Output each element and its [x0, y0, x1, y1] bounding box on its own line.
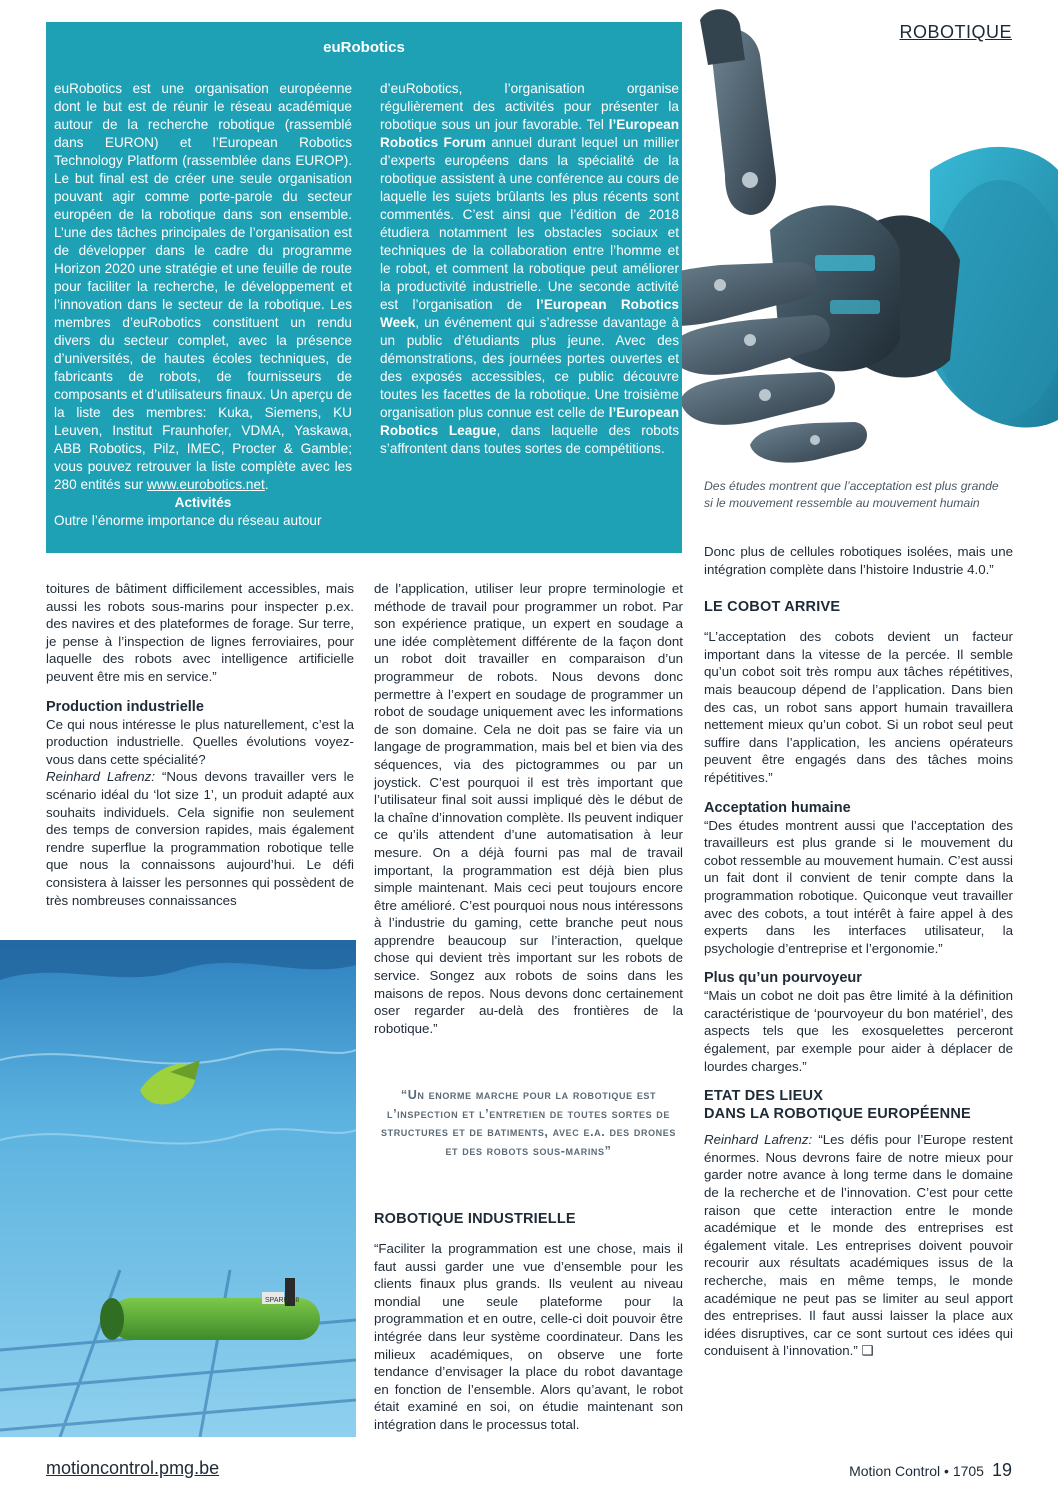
box-left-column: [54, 80, 352, 530]
subheading: Production industrielle: [46, 698, 204, 715]
magazine-issue: Motion Control • 1705: [849, 1463, 984, 1479]
footer-magazine: [849, 1460, 1012, 1481]
body-paragraph: “Faciliter la programmation est une chose, mais il faut aussi garder une vue d’ensemble pour les clients finaux plus grands. Ils veulent au niveau mondial une seule plateforme pour la programmation et en outre, celle-ci doit pouvoir être intégrée dans leur système coordinateur. Dans les milieux académiques, on observe une forte tendance d’envisager la place du robot davantage en fonction de l’ensemble. Alors qu’avant, le robot était examiné en soi, on étudie maintenant son intégration dans le processus total.: [374, 1241, 683, 1432]
pull-quote: “Un enorme marche pour la robotique est l’inspection et l’entretien de toutes sortes de structures et de batiments, avec e.a. des drones et des robots sous-marins”: [381, 1088, 676, 1158]
subheading: Plus qu’un pourvoyeur: [704, 970, 862, 987]
page-number: 19: [991, 1460, 1012, 1480]
box-text: .: [264, 477, 269, 492]
speaker-name: Reinhard Lafrenz:: [46, 769, 155, 785]
box-right-column: [380, 80, 679, 458]
box-paragraph: Outre l’énorme importance du réseau autour: [54, 513, 322, 528]
speaker-name: Reinhard Lafrenz:: [704, 1132, 813, 1148]
column-1: [46, 580, 354, 909]
body-paragraph: “Des études montrent aussi que l’acceptation des travailleurs est plus grande si le mouvement du cobot ressemble au mouvement humain. C’est aussi un fait dont il convient de tenir compte dans la programmation robotique. Quiconque veut travailler avec des cobots, a tout intérêt à faire appel à des experts dans les interfaces utilisateur, la psychologie d’entreprise et l’ergonomie.”: [704, 817, 1013, 956]
column-3: [704, 543, 1013, 1360]
body-text: “Les défis pour l’Europe restent énormes. Nous devrons faire de notre mieux pour garder notre avance à long terme dans le domaine de la recherche et de l’innovation. C’est pour cette raison que cette interaction entre le monde académique et le monde des entreprises est également vitale. Les entreprises doivent pouvoir recourir aux résultats académiques issus de la recherche, mais en même temps, le monde académique ne peut pas se limiter au seul apport des entreprises. Il faut aussi laisser la place aux idées disruptives, car ce sont surtout ces idées qui conduisent à l’innovation.”: [704, 1132, 1013, 1359]
body-paragraph: “L’acceptation des cobots devient un facteur important dans la vitesse de la percée. Il semble qu’un cobot soit très rompu aux tâches répétitives, mais beaucoup dépend de l’application. Dans bien des cas, un robot sans apport humain travaillera nettement mieux qu’un cobot. Si un robot seul peut suffire dans l’application, les anciens opérateurs peuvent être engagés dans des tâches moins répétitives.”: [704, 629, 1013, 785]
body-paragraph: de l’application, utiliser leur propre terminologie et méthode de travail pour programmer un robot. Par son expérience pratique, un expert en soudage a une idée complètement différente de la façon dont un robot doit travailler en comparaison d’un programmeur de robots. Nous devons donc permettre à l’expert en soudage de programmer un robot de soudage uniquement avec les informations de son domaine. Cela ne doit pas se faire via un langage de programmation, mais bel et bien via des séquences, via des pictogrammes ou par un joystick. C’est pourquoi il est très important que l’utilisateur final soit aussi impliqué dès le début de la chaîne d’innovation complète. Ils peuvent indiquer ce qu’ils attendent d’une automatisation à leur mesure. On a déjà fourni pas mal de travail important, la programmation est déjà bien plus simple maintenant. Mais ceci peut toujours encore être amélioré. C’est pourquoi nous nous intéressons à l’industrie du gaming, cette branche peut nous apprendre beaucoup sur l’interaction, quelque chose qui devient très important sur les robots de service. Songez aux robots de soins dans les maisons de repos. Nous devons donc certainement oser regarder au-delà des frontières de la robotique.”: [374, 581, 683, 1036]
box-paragraph: [380, 80, 679, 458]
section-title: ETAT DES LIEUX: [704, 1088, 824, 1105]
section-title: LE COBOT ARRIVE: [704, 599, 841, 616]
body-paragraph: “Mais un cobot ne doit pas être limité à la définition caractéristique de ‘pourvoyeur du bon matériel’, des aspects tels que les exosquelettes perceront également, par exemple pour aider à déplacer de lourdes charges.”: [704, 988, 1013, 1074]
body-paragraph: toitures de bâtiment difficilement accessibles, mais aussi les robots sous-marins pour inspecter p.ex. des navires et des plateformes de forage. Sur terre, je pense à l’inspection de lignes ferroviaires, pour laquelle des robots avec intelligence artificielle peuvent être mis en service.”: [46, 581, 354, 684]
box-text: d’euRobotics, l’organisation organise régulièrement des activités pour présenter la robotique sous un jour favorable. Tel: [380, 81, 679, 132]
week-name: l’European Robotics Week: [380, 297, 679, 330]
body-paragraph: Ce qui nous intéresse le plus naturellement, c’est la production industrielle. Quelles évolutions voyez-vous dans cette spécialité?: [46, 716, 354, 767]
body-paragraph: [704, 1131, 1013, 1360]
body-paragraph: [46, 768, 354, 909]
body-text: “Nous devons travailler vers le scénario idéal du ‘lot size 1’, un produit adapté aux souhaits individuels. Cela signifie non seulement des temps de conversion rapides, mais également rendre superflue la programmation robotique telle que nous la connaissons aujourd’hui. Le défi consistera à laisser les personnes qui possèdent de très nombreuses connaissances: [46, 769, 355, 908]
box-text: annuel durant lequel un millier d’experts européens dans la spécialité de la robotique assistent à une conférence au cours de laquelle les sujets brûlants les plus récents sont commentés. C’est ainsi que l’édition de 2018 étudiera notamment les obstacles sociaux et techniques de la collaboration entre l’homme et le robot, et comment la robotique peut améliorer la productivité industrielle. Une seconde activité est l’organisation de: [380, 135, 680, 312]
section-title: ROBOTIQUE INDUSTRIELLE: [374, 1211, 576, 1227]
box-text: , un événement qui s’adresse davantage à un public d’étudiants plus jeune. Avec des démonstrations, des journées portes ouvertes et des exposés accessibles, ce public découvre toutes les facettes de la robotique. Une troisième organisation plus connue est celle de: [380, 315, 679, 420]
photo-caption: Des études montrent que l’acceptation est plus grande si le mouvement ressemble au mouvement humain: [704, 479, 999, 510]
underwater-robot-photo: [0, 940, 356, 1437]
end-mark-icon: ❑: [861, 1343, 874, 1359]
eurobotics-box: [46, 22, 682, 553]
section-topic: ROBOTIQUE: [899, 22, 1012, 42]
box-text: euRobotics est une organisation européenne dont le but est de réunir le réseau académique autour de la recherche robotique (rassemblé dans EURON) et l’European Robotics Technology Platform (rassemblée dans EUROP). Le but final est de créer une seule organisation pouvant agir comme porte-parole du secteur européen de la robotique dans son ensemble. L’une des tâches principales de l’organisation est de développer dans le cadre du programme Horizon 2020 une stratégie et une feuille de route pour faciliter la recherche, le développement et l’innovation dans le secteur de la robotique. Les membres d’euRobotics constituent un rendu divers du secteur complet, avec la présence d’universités, de hautes écoles techniques, de fabricants de robots, de fournisseurs de composants et d’utilisateurs finaux. Un aperçu de la liste des membres: Kuka, Siemens, KU Leuven, Institut Fraunhofer, VDMA, Yaskawa, ABB Robotics, Pilz, IMEC, Procter & Gamble; vous pouvez retrouver la liste complète avec les 280 entités sur: [54, 81, 352, 492]
box-paragraph: [54, 80, 352, 494]
column-2: [374, 580, 683, 1037]
section-title: DANS LA ROBOTIQUE EUROPÉENNE: [704, 1106, 971, 1123]
eurobotics-link[interactable]: www.eurobotics.net: [146, 477, 265, 492]
box-subheading: Activités: [174, 495, 232, 510]
robot-label: SPARUS II: [265, 1297, 300, 1304]
subheading: Acceptation humaine: [704, 799, 851, 816]
box-text: , dans laquelle des robots s’affrontent dans toutes sortes de compétitions.: [380, 423, 679, 456]
box-title: euRobotics: [323, 39, 405, 56]
column-2-lower: [374, 1210, 683, 1434]
footer-url-link[interactable]: motioncontrol.pmg.be: [46, 1458, 220, 1478]
league-name: l’European Robotics League: [380, 405, 679, 438]
body-paragraph: Donc plus de cellules robotiques isolées, mais une intégration complète dans l’histoire Industrie 4.0.”: [704, 544, 1013, 577]
forum-name: l’European Robotics Forum: [380, 117, 679, 150]
